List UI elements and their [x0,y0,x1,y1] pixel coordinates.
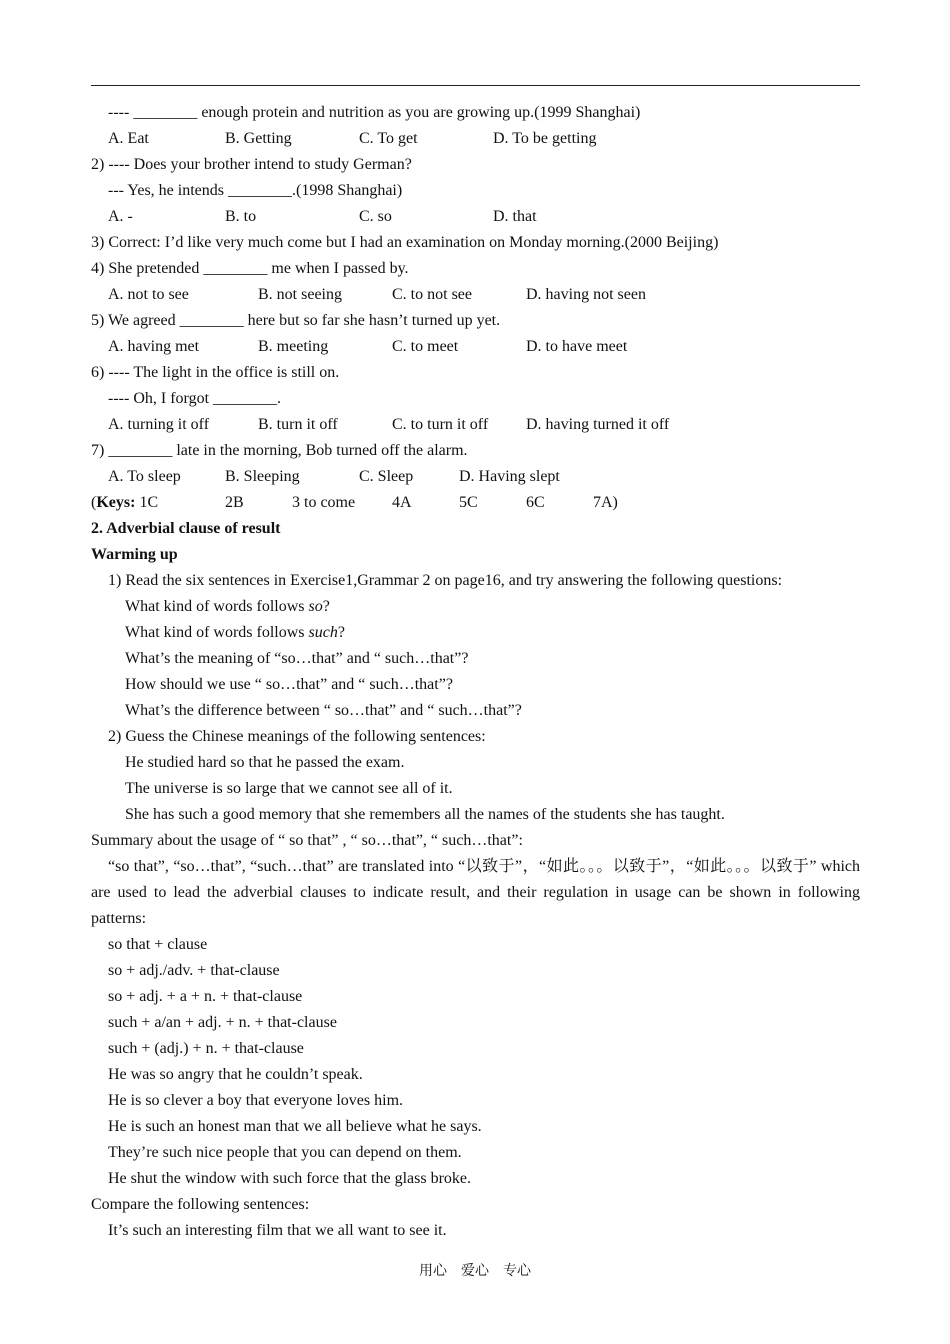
q3-line: 3) Correct: I’d like very much come but I had an examination on Monday morning.(2000 Beijing) [91,234,719,251]
guess-sentence: He studied hard so that he passed the exam. [125,754,405,771]
example-sentence: They’re such nice people that you can depend on them. [108,1144,462,1161]
q4-option-c: C. to not see [392,286,472,303]
pattern-item: so + adj. + a + n. + that-clause [108,988,303,1005]
summary-text: “so that”, “so…that”, “such…that” are translated into “以致于”，“如此。。。以致于”，“如此。。。以致于” which are used to lead the adverbial clauses to indicate result, and their regulation in usage can be shown in following patterns: [91,858,860,927]
question-such-text: What kind of words follows [125,624,309,641]
question-such [91,620,860,646]
keys-label: Keys: [96,494,136,511]
q6-line2: ---- Oh, I forgot ________. [108,390,282,407]
q6-option-a: A. turning it off [108,416,210,433]
key-7: 7A) [593,494,618,511]
question-such-mark: ? [337,624,345,641]
pattern-item: such + (adj.) + n. + that-clause [108,1040,304,1057]
question-item: What’s the difference between “ so…that” and “ such…that”? [125,702,522,719]
q6-option-d: D. having turned it off [526,416,670,433]
page-footer: 用心 爱心 专心 [419,1264,531,1279]
q4-options [91,282,860,308]
q7-option-b: B. Sleeping [225,468,300,485]
task-2: 2) Guess the Chinese meanings of the following sentences: [108,728,486,745]
q2-option-a: A. - [108,208,133,225]
q1-option-a: A. Eat [108,130,149,147]
q4-option-b: B. not seeing [258,286,342,303]
example-sentence: He was so angry that he couldn’t speak. [108,1066,363,1083]
q1-prompt: ---- ________ enough protein and nutrition as you are growing up.(1999 Shanghai) [108,104,641,121]
guess-sentence: The universe is so large that we cannot see all of it. [125,780,453,797]
guess-sentence: She has such a good memory that she remembers all the names of the students she has taught. [125,806,725,823]
q5-option-a: A. having met [108,338,200,355]
keys-open: ( [91,494,97,511]
key-2: 2B [225,494,244,511]
summary-paragraph [91,854,860,932]
example-sentence: He is such an honest man that we all believe what he says. [108,1118,482,1135]
compare-sentence: It’s such an interesting film that we all want to see it. [108,1222,447,1239]
section-heading: 2. Adverbial clause of result [91,520,281,537]
q1-options [91,126,860,152]
pattern-item: such + a/an + adj. + n. + that-clause [108,1014,337,1031]
question-item: How should we use “ so…that” and “ such…that”? [125,676,453,693]
key-1: 1C [139,494,159,511]
pattern-item: so that + clause [108,936,208,953]
q2-option-b: B. to [225,208,257,225]
q4-option-d: D. having not seen [526,286,646,303]
q1-option-b: B. Getting [225,130,292,147]
key-4: 4A [392,494,412,511]
q1-option-c: C. To get [359,130,418,147]
example-sentence: He is so clever a boy that everyone loves him. [108,1092,404,1109]
example-sentence: He shut the window with such force that the glass broke. [108,1170,472,1187]
task-1: 1) Read the six sentences in Exercise1,Grammar 2 on page16, and try answering the following questions: [108,572,783,589]
q6-line1: 6) ---- The light in the office is still on. [91,364,340,381]
q5-option-c: C. to meet [392,338,459,355]
header-rule [91,85,860,86]
q2-line2: --- Yes, he intends ________.(1998 Shanghai) [108,182,403,199]
question-so-emphasis: so [308,598,323,615]
q6-option-b: B. turn it off [258,416,338,433]
key-6: 6C [526,494,545,511]
q2-options [91,204,860,230]
q5-options [91,334,860,360]
document-body [91,100,860,1244]
question-so-text: What kind of words follows [125,598,309,615]
key-3: 3 to come [292,494,356,511]
pattern-item: so + adj./adv. + that-clause [108,962,280,979]
q6-option-c: C. to turn it off [392,416,489,433]
q2-line1: 2) ---- Does your brother intend to study German? [91,156,412,173]
question-so-mark: ? [322,598,330,615]
q7-prompt: 7) ________ late in the morning, Bob turned off the alarm. [91,442,468,459]
key-5: 5C [459,494,478,511]
q2-option-d: D. that [493,208,537,225]
q4-prompt: 4) She pretended ________ me when I passed by. [91,260,409,277]
q7-option-c: C. Sleep [359,468,414,485]
question-such-emphasis: such [308,624,338,641]
q6-options [91,412,860,438]
question-so [91,594,860,620]
q7-option-d: D. Having slept [459,468,560,485]
answer-keys [91,490,860,516]
q1-option-d: D. To be getting [493,130,597,147]
q4-option-a: A. not to see [108,286,189,303]
compare-title: Compare the following sentences: [91,1196,310,1213]
q7-options [91,464,860,490]
q7-option-a: A. To sleep [108,468,181,485]
q5-option-b: B. meeting [258,338,329,355]
question-item: What’s the meaning of “so…that” and “ such…that”? [125,650,469,667]
q5-prompt: 5) We agreed ________ here but so far she hasn’t turned up yet. [91,312,501,329]
q5-option-d: D. to have meet [526,338,628,355]
summary-title: Summary about the usage of “ so that” , “ so…that”, “ such…that”: [91,832,523,849]
warming-up-heading: Warming up [91,546,178,563]
q2-option-c: C. so [359,208,392,225]
